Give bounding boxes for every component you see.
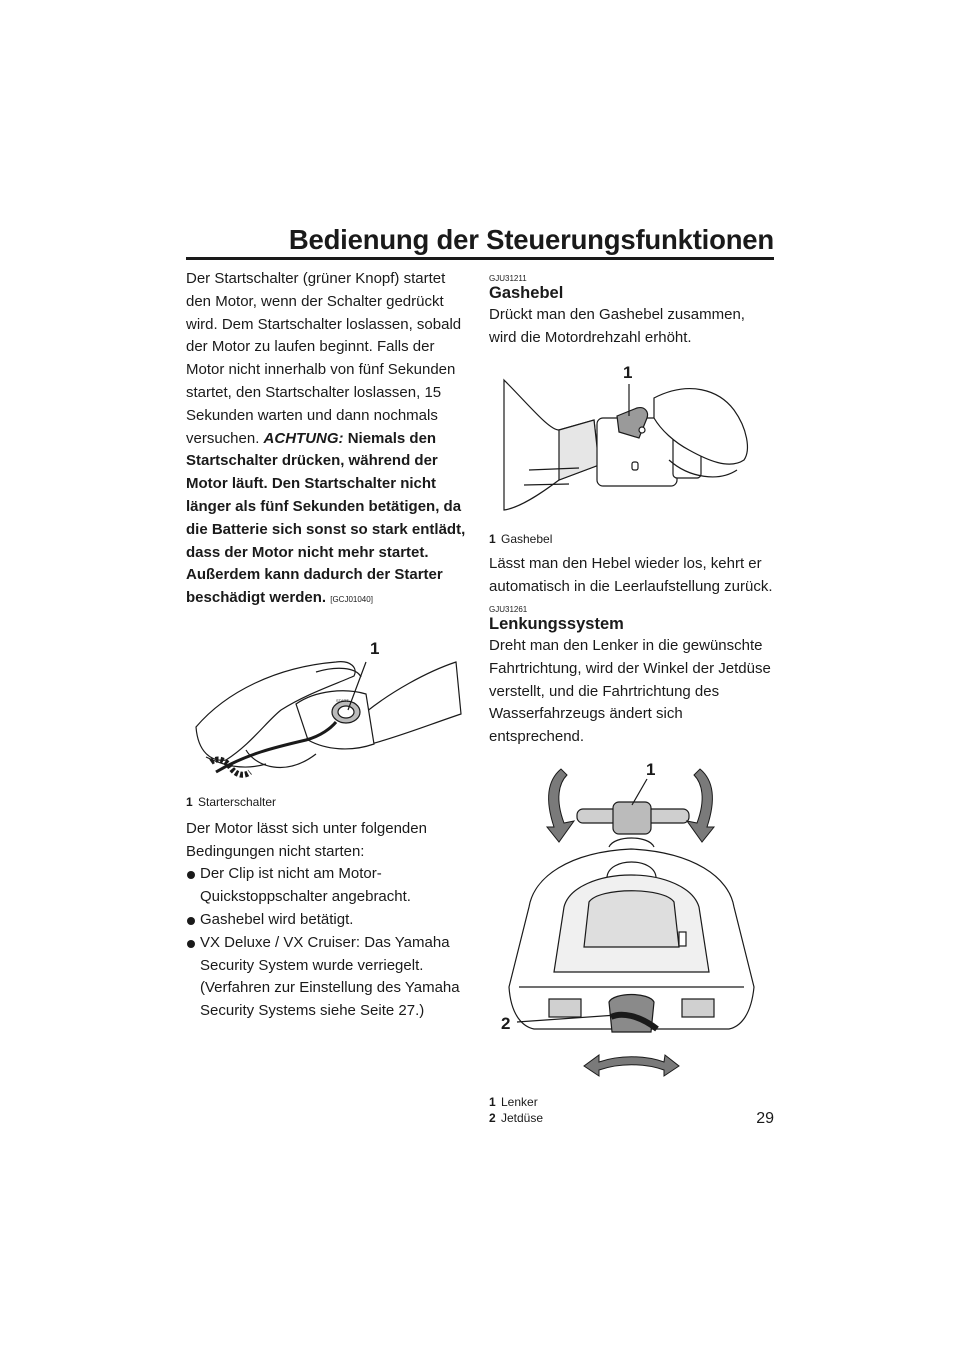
lenkung-caption-1: 1 Lenker	[489, 1094, 538, 1109]
starter-caption: 1 Starterschalter	[186, 794, 277, 809]
section-code: GJU31261	[489, 604, 528, 614]
throttle-lever-illustration	[489, 360, 769, 520]
intro-paragraph	[186, 268, 466, 612]
section-code: GJU31211	[489, 274, 527, 283]
gashebel-text: Drückt man den Gashebel zusammen, wird die Motordrehzahl erhöht.	[489, 306, 745, 346]
lenkung-text: Dreht man den Lenker in die gewünschte Fahrtrichtung, wird der Winkel der Jetdüse verstellt, und die Fahrtrichtung des Wasserfahrzeugs ändert sich entsprechend.	[489, 636, 771, 746]
start-label: START	[336, 697, 349, 703]
gashebel-caption: 1 Gashebel	[489, 532, 553, 547]
caution-text: Niemals den Startschalter drücken, während der Motor läuft. Den Startschalter nicht länger als fünf Sekunden betätigen, da die Batterie sich sonst so stark entlädt, dass der Motor nicht mehr startet. Außerdem kann dadurch der Starter beschädigt werden.	[186, 429, 466, 607]
title-rule	[186, 257, 774, 260]
gashebel-figure	[489, 360, 774, 548]
gashebel-after-text: Lässt man den Hebel wieder los, kehrt er automatisch in die Leerlaufstellung zurück.	[489, 555, 773, 596]
intro-text: Der Startschalter (grüner Knopf) startet den Motor, wenn der Schalter gedrückt wird. Dem Startschalter loslassen, sobald der Motor zu laufen beginnt. Falls der Motor nicht innerhalb von fünf Sekunden startet, den Startschalter loslassen, 15 Sekunden warten und dann nochmals versuchen.	[186, 270, 462, 447]
lenkung-caption-2: 2 Jetdüse	[489, 1110, 544, 1125]
conditions-intro: Der Motor lässt sich unter folgenden Bedingungen nicht starten:	[186, 819, 427, 860]
condition-item: Gashebel wird betätigt.	[186, 909, 466, 932]
lenker-callout: 1	[646, 759, 656, 779]
starter-figure	[186, 632, 466, 810]
page-number: 29	[756, 1110, 774, 1127]
lenkung-figure	[489, 757, 774, 1126]
caution-code: [GCJ01040]	[330, 595, 373, 605]
steering-illustration	[489, 757, 774, 1082]
caution-label: ACHTUNG:	[263, 429, 344, 447]
starter-switch-illustration	[186, 632, 466, 782]
right-column	[489, 268, 774, 1126]
jetduese-callout: 2	[501, 1013, 511, 1033]
gashebel-callout: 1	[623, 362, 633, 382]
page-title: Bedienung der Steuerungsfunktionen	[288, 224, 774, 255]
left-column	[186, 268, 466, 1023]
condition-item: Der Clip ist nicht am Motor-Quickstoppschalter angebracht.	[186, 863, 466, 909]
section-heading-lenkung: Lenkungssystem	[489, 614, 624, 633]
condition-item: VX Deluxe / VX Cruiser: Das Yamaha Security System wurde verriegelt. (Verfahren zur Einstellung des Yamaha Security Systems siehe Seite 27.)	[186, 932, 466, 1023]
section-heading-gashebel: Gashebel	[489, 284, 564, 302]
starter-callout: 1	[370, 638, 380, 658]
